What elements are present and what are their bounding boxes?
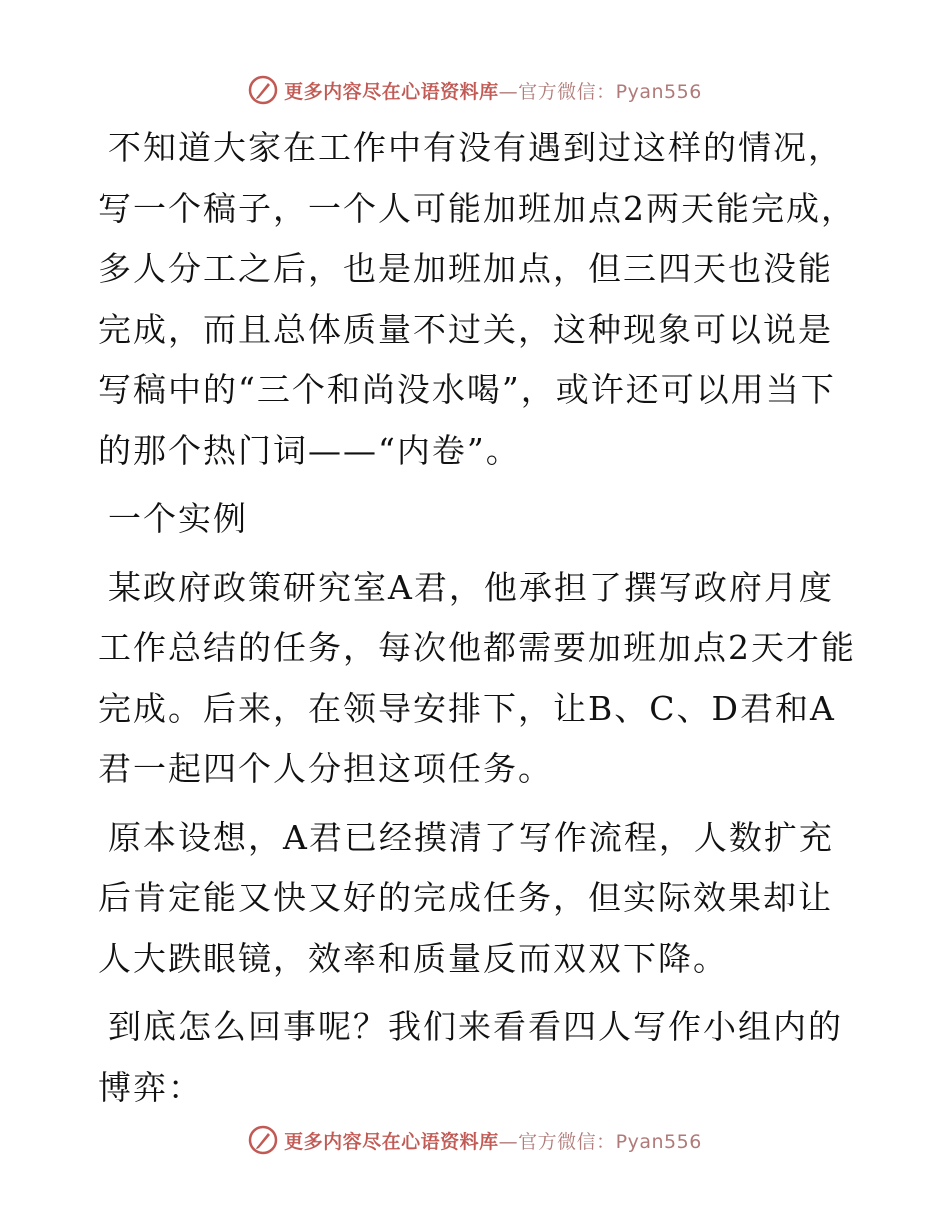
watermark-official-text: —官方微信：Pyan556 — [498, 1130, 702, 1153]
paragraph-example: 某政府政策研究室A君，他承担了撰写政府月度工作总结的任务，每次他都需要加班加点2天才能完成。后来，在领导安排下，让B、C、D君和A君一起四个人分担这项任务。 — [98, 567, 856, 788]
paragraph-intro: 不知道大家在工作中有没有遇到过这样的情况，写一个稿子，一个人可能加班加点2两天能完成，多人分工之后，也是加班加点，但三四天也没能完成，而且总体质量不过关，这种现象可以说是写稿中的“三个和尚没水喝”，或许还可以用当下的那个热门词——“内卷”。 — [98, 128, 856, 470]
paragraph-question: 到底怎么回事呢？我们来看看四人写作小组内的博弈： — [98, 1007, 843, 1107]
footer-watermark — [248, 1125, 702, 1155]
header-watermark — [248, 75, 702, 105]
header-watermark-banner — [0, 70, 950, 110]
footer-watermark-banner — [0, 1120, 950, 1160]
quill-logo-icon — [248, 1125, 278, 1155]
watermark-site-text: 更多内容尽在心语资料库 — [284, 80, 499, 103]
watermark-official-text: —官方微信：Pyan556 — [498, 80, 702, 103]
section-heading-example: 一个实例 — [108, 499, 248, 538]
watermark-site-text: 更多内容尽在心语资料库 — [284, 1130, 499, 1153]
document-body — [98, 118, 858, 1126]
watermark-text — [284, 77, 702, 104]
quill-logo-icon — [248, 75, 278, 105]
watermark-text — [284, 1127, 702, 1154]
paragraph-expectation: 原本设想，A君已经摸清了写作流程，人数扩充后肯定能又快又好的完成任务，但实际效果却让人大跌眼镜，效率和质量反而双双下降。 — [98, 817, 834, 978]
